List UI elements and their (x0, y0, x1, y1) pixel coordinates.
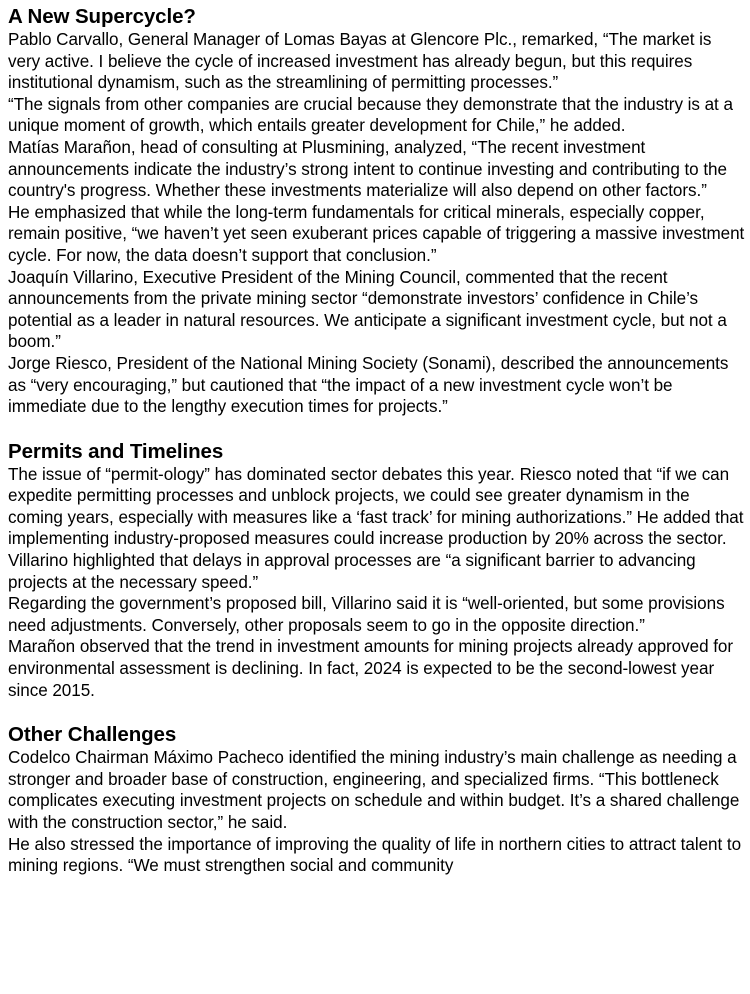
paragraph: Jorge Riesco, President of the National Mining Society (Sonami), described the announcements as “very encouraging,” but cautioned that “the impact of a new investment cycle won’t be immediate due to the lengthy execution times for projects.” (8, 353, 729, 417)
paragraph: Joaquín Villarino, Executive President of the Mining Council, commented that the recent announcements from the private mining sector “demonstrate investors’ confidence in Chile’s potential as a leader in natural resources. We anticipate a significant investment cycle, but not a boom.” (8, 267, 727, 352)
paragraph: Regarding the government’s proposed bill, Villarino said it is “well-oriented, but some provisions need adjustments. Conversely, other proposals seem to go in the opposite direction.” (8, 594, 725, 635)
paragraph: He emphasized that while the long-term fundamentals for critical minerals, especially copper, remain positive, “we haven’t yet seen exuberant prices capable of triggering a massive investment cycle. For now, the data doesn’t support that conclusion.” (8, 202, 745, 265)
section-heading: A New Supercycle? (8, 5, 196, 28)
paragraph: Marañon observed that the trend in investment amounts for mining projects already approved for environmental assessment is declining. In fact, 2024 is expected to be the second-lowest year since 2015. (8, 637, 734, 700)
paragraph: Codelco Chairman Máximo Pacheco identified the mining industry’s main challenge as needing a stronger and broader base of construction, engineering, and specialized firms. “This bottleneck complicates executing investment projects on schedule and within budget. It’s a shared challenge with the construction sector,” he said. (8, 748, 740, 832)
paragraph: Pablo Carvallo, General Manager of Lomas Bayas at Glencore Plc., remarked, “The market is very active. I believe the cycle of increased investment has already begun, but this requires institutional dynamism, such as the streamlining of permitting processes.” (8, 30, 712, 93)
paragraph: “The signals from other companies are crucial because they demonstrate that the industry is at a unique moment of growth, which entails greater development for Chile,” he added. (8, 94, 733, 136)
article (8, 4, 748, 877)
paragraph: Matías Marañon, head of consulting at Plusmining, analyzed, “The recent investment announcements indicate the industry’s strong intent to continue investing and contributing to the country's progress. Whether these investments materialize will also depend on other factors.” (8, 137, 727, 201)
section-heading: Other Challenges (8, 723, 177, 747)
paragraph: Villarino highlighted that delays in approval processes are “a significant barrier to advancing projects at the necessary speed.” (8, 551, 696, 592)
section-other-challenges (8, 722, 748, 877)
section-permits-and-timelines (8, 439, 748, 702)
section-new-supercycle (8, 4, 748, 418)
paragraph: The issue of “permit-ology” has dominated sector debates this year. Riesco noted that “if we can expedite permitting processes and unblock projects, we could see greater dynamism in the coming years, especially with measures like a ‘fast track’ for mining authorizations.” He added that implementing industry-proposed measures could increase production by 20% across the sector. (8, 464, 744, 549)
section-heading: Permits and Timelines (8, 439, 224, 463)
paragraph: He also stressed the importance of improving the quality of life in northern cities to attract talent to mining regions. “We must strengthen social and community (8, 834, 742, 876)
